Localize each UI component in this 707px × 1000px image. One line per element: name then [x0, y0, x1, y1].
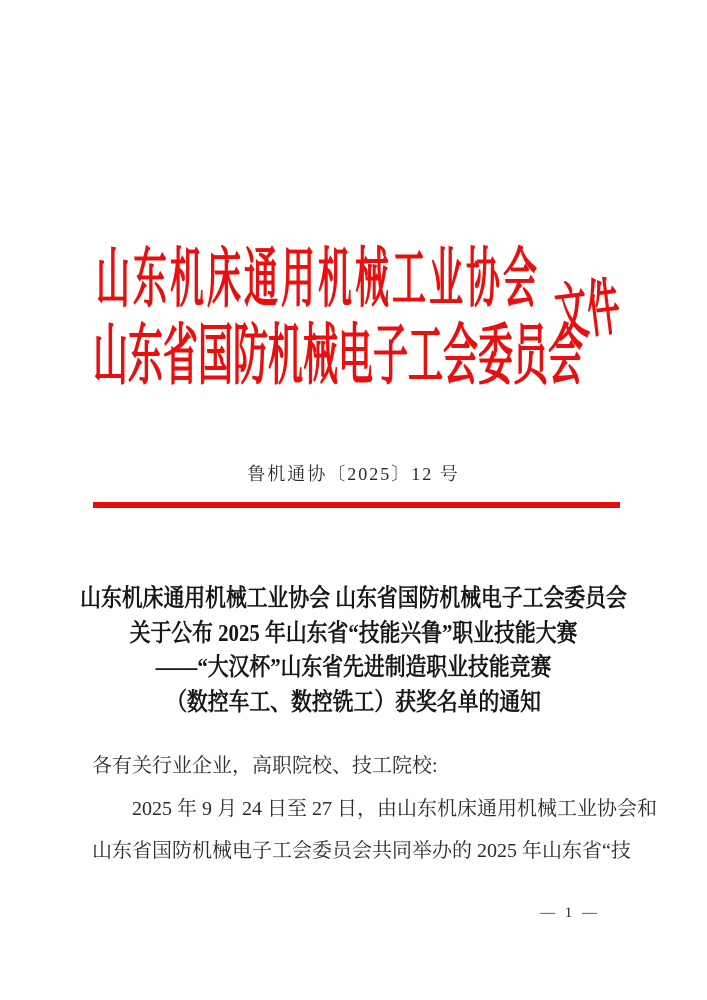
letterhead-org-line-2: 山东省国防机械电子工会委员会	[93, 319, 584, 394]
body-paragraph-line-2: 山东省国防机械电子工会委员会共同举办的 2025 年山东省“技	[92, 840, 631, 862]
body-paragraph-line-1: 2025 年 9 月 24 日至 27 日，由山东机床通用机械工业协会和	[132, 797, 657, 820]
letterhead-org-line-1: 山东机床通用机械工业协会	[96, 245, 540, 316]
red-separator-rule	[93, 502, 620, 508]
title-line-3: ——“大汉杯”山东省先进制造职业技能竞赛	[155, 654, 552, 682]
title-line-4: （数控车工、数控铣工）获奖名单的通知	[166, 688, 541, 716]
doc-number: 鲁机通协〔2025〕12 号	[247, 464, 460, 484]
page-number: — 1 —	[540, 905, 600, 921]
document-title	[53, 582, 654, 720]
document-body	[92, 745, 657, 873]
title-line-2: 关于公布 2025 年山东省“技能兴鲁”职业技能大赛	[129, 619, 578, 647]
salutation: 各有关行业企业，高职院校、技工院校:	[92, 755, 438, 777]
doc-type-label: 文件	[551, 271, 624, 349]
title-line-1: 山东机床通用机械工业协会 山东省国防机械电子工会委员会	[80, 585, 627, 612]
